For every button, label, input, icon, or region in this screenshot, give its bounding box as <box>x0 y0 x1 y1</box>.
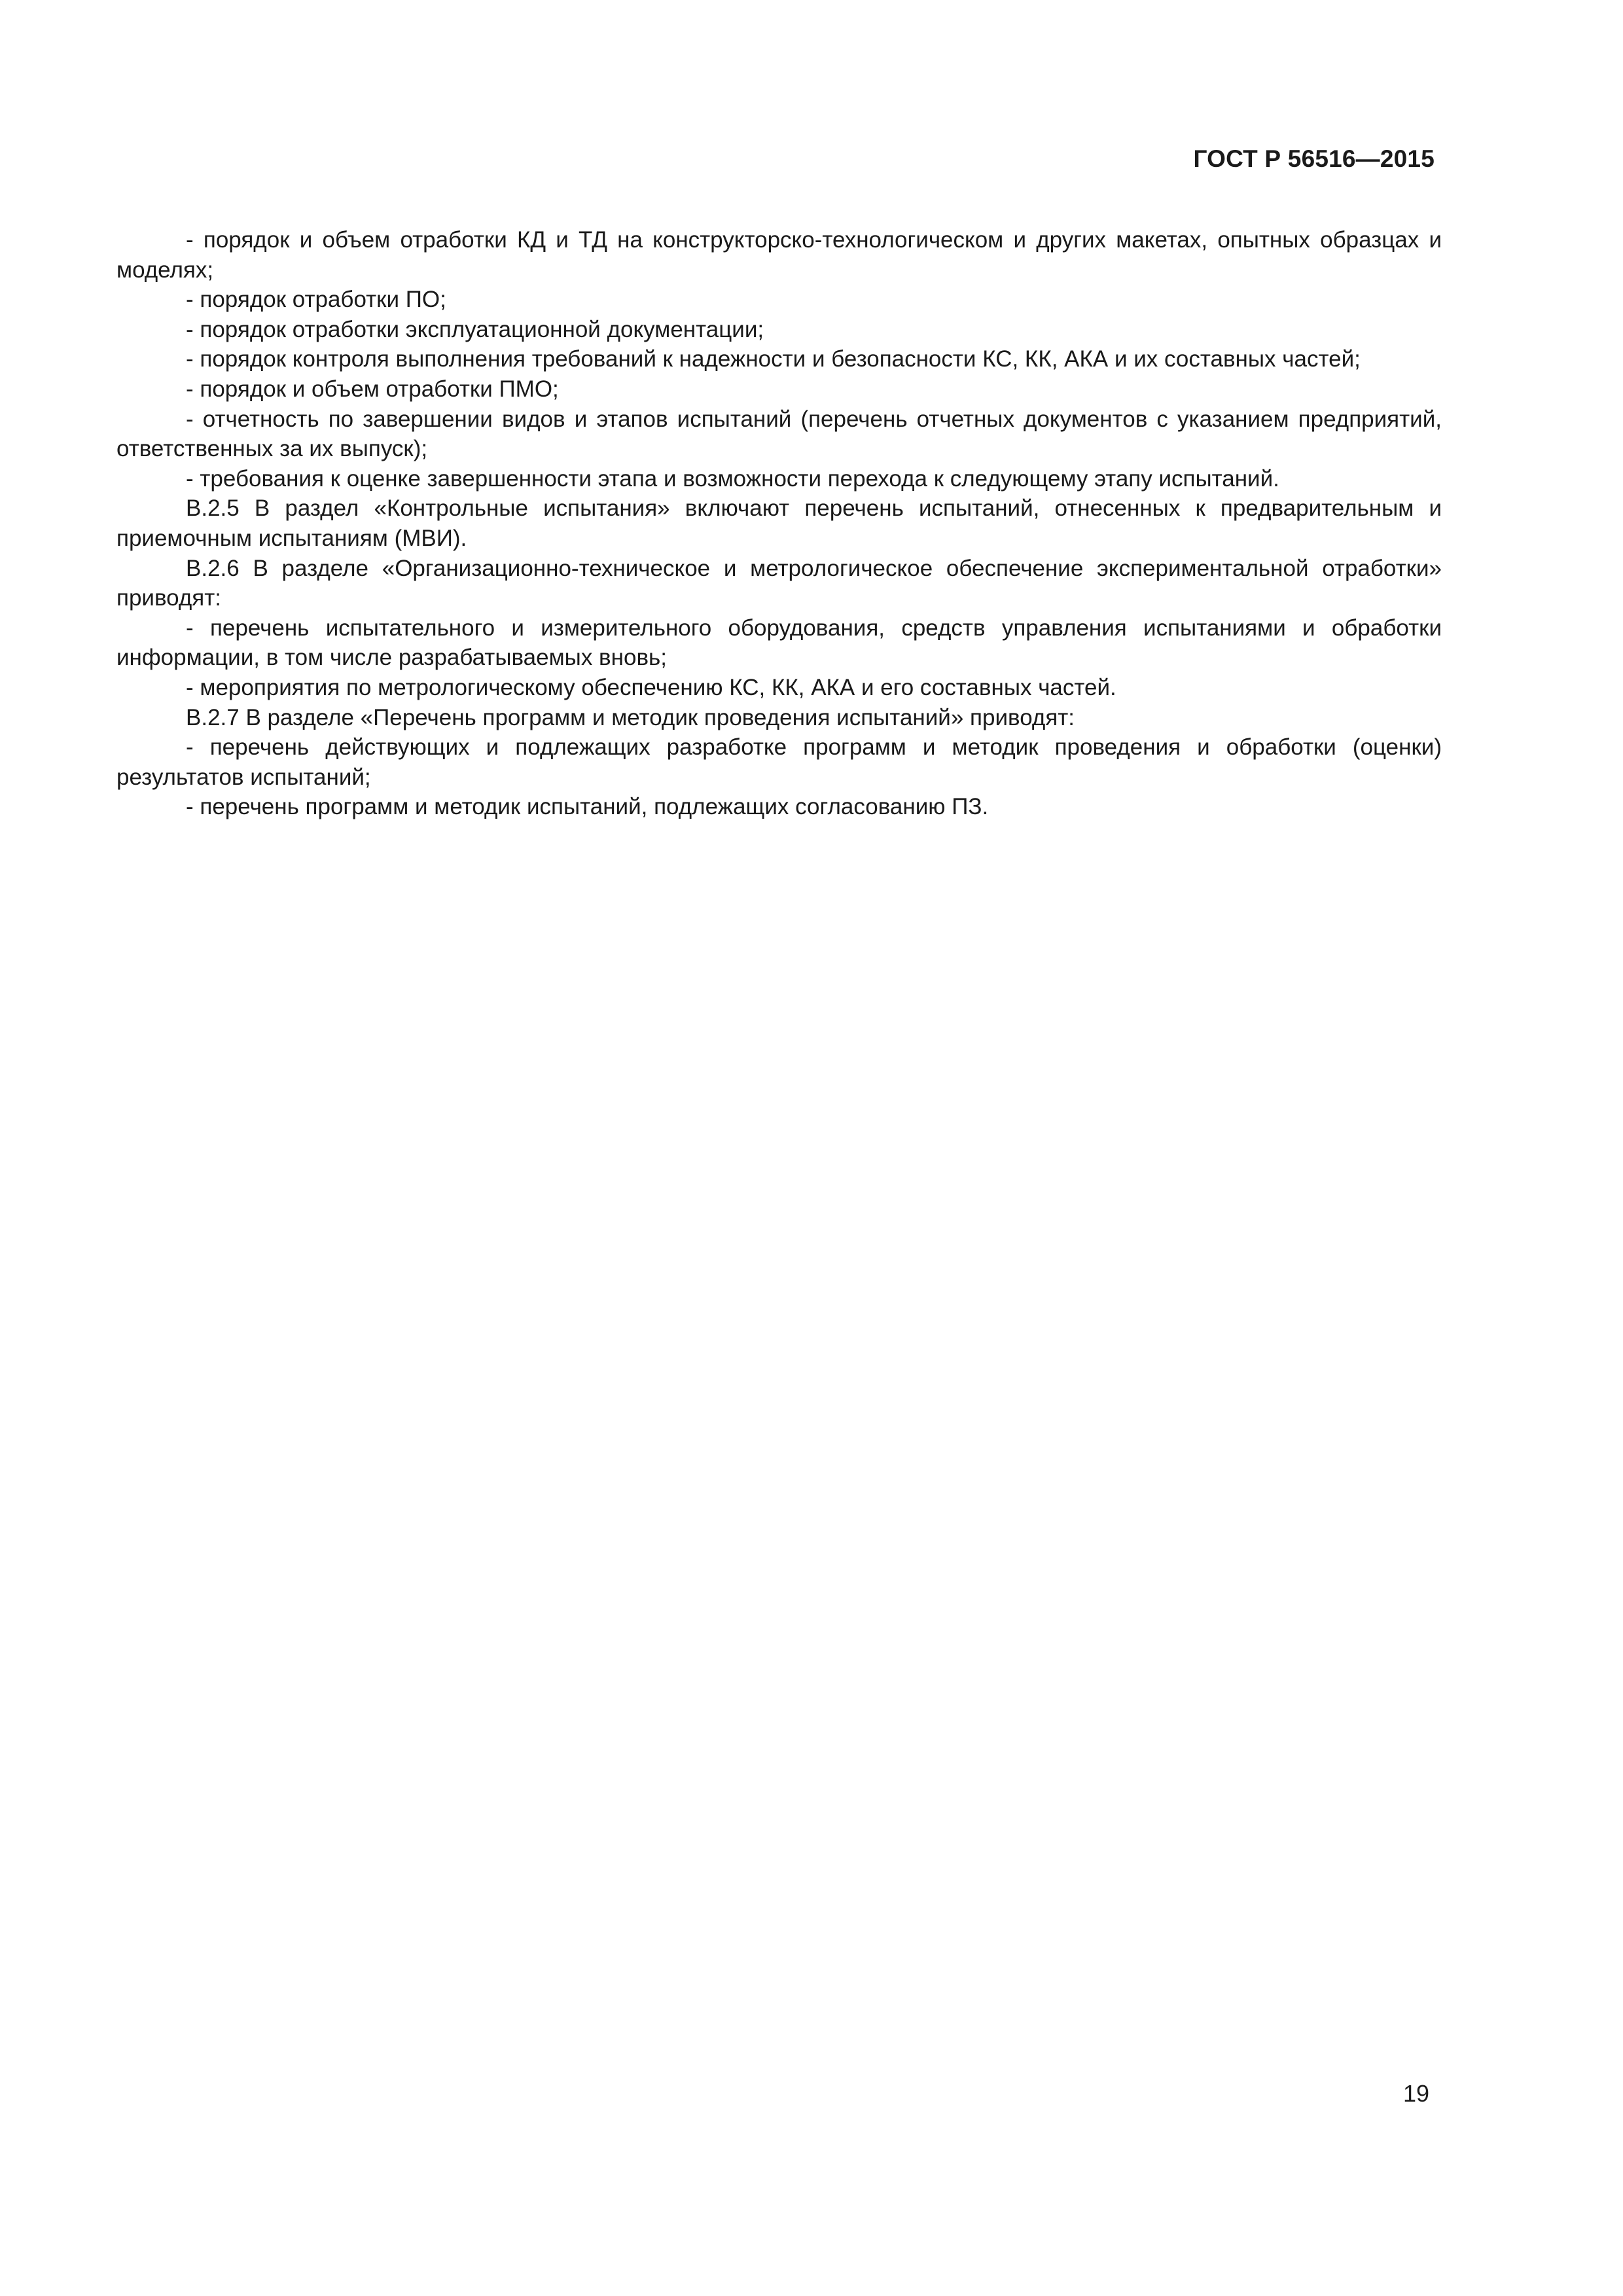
paragraph-12: В.2.7 В разделе «Перечень программ и методик проведения испытаний» приводят: <box>186 704 1075 730</box>
paragraph-9: В.2.6 В разделе «Организационно-техническое и метрологическое обеспечение экспериментальной отработки» приводят: <box>116 555 1442 611</box>
page-number: 19 <box>1402 2080 1429 2107</box>
paragraph-2: - порядок отработки ПО; <box>186 287 446 313</box>
paragraph-8: В.2.5 В раздел «Контрольные испытания» включают перечень испытаний, отнесенных к предварительным и приемочным испытаниям (МВИ). <box>116 495 1442 551</box>
paragraph-4: - порядок контроля выполнения требований к надежности и безопасности КС, КК, АКА и их составных частей; <box>186 346 1361 372</box>
paragraph-5: - порядок и объем отработки ПМО; <box>186 376 559 402</box>
paragraph-7: - требования к оценке завершенности этапа и возможности перехода к следующему этапу испытаний. <box>186 465 1279 492</box>
paragraph-10: - перечень испытательного и измерительного оборудования, средств управления испытаниями и обработки информации, в том числе разрабатываемых вновь; <box>116 615 1442 671</box>
document-body <box>116 225 1442 822</box>
paragraph-14: - перечень программ и методик испытаний, подлежащих согласованию ПЗ. <box>186 794 989 820</box>
paragraph-3: - порядок отработки эксплуатационной документации; <box>186 316 764 342</box>
paragraph-13: - перечень действующих и подлежащих разработке программ и методик проведения и обработки (оценки) результатов испытаний; <box>116 734 1442 790</box>
paragraph-11: - мероприятия по метрологическому обеспечению КС, КК, АКА и его составных частей. <box>186 674 1116 700</box>
document-header-id: ГОСТ Р 56516—2015 <box>1193 145 1435 172</box>
paragraph-1: - порядок и объем отработки КД и ТД на конструкторско-технологическом и других макетах, опытных образцах и моделях; <box>116 227 1442 283</box>
paragraph-6: - отчетность по завершении видов и этапов испытаний (перечень отчетных документов с указанием предприятий, ответственных за их выпуск); <box>116 406 1442 462</box>
